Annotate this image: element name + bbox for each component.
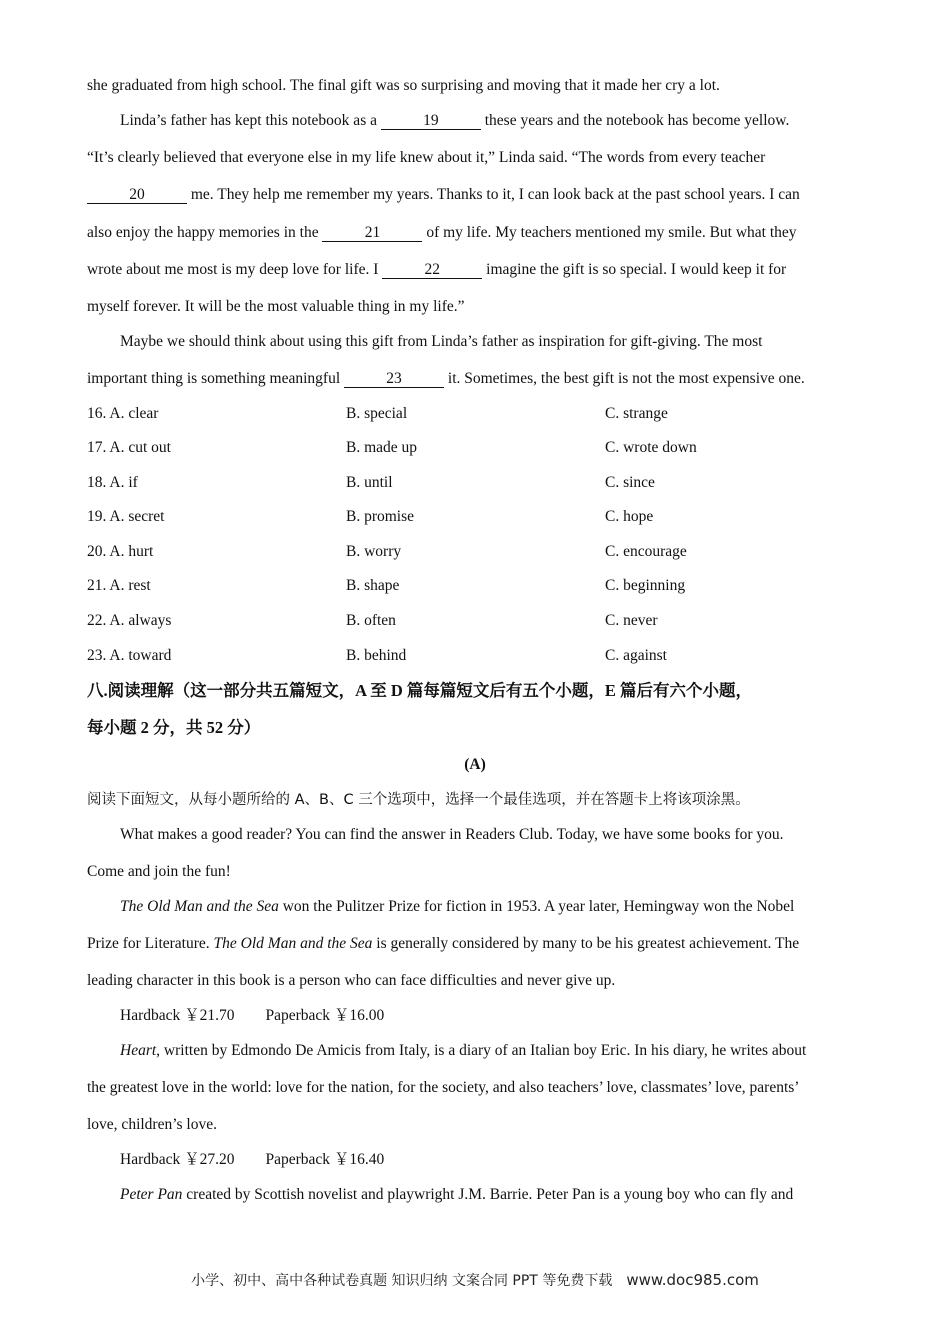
option-row [87,507,863,527]
option-b: B. promise [346,508,415,525]
option-c: C. against [605,647,667,664]
option-b: B. often [346,612,396,629]
option-row [87,542,863,562]
instruction-text: 阅读下面短文，从每小题所给的 A、B、C 三个选项中，选择一个最佳选项，并在答题卡上将该项涂黑。 [87,792,750,808]
blank-19: 19 [381,112,481,130]
section-heading-cont: 每小题 2 分，共 52 分） [87,718,261,737]
text-line: she graduated from high school. The final gift was so surprising and moving that it made her cry a lot. [87,77,720,94]
text-line: wrote about me most is my deep love for life. I 22 imagine the gift is so special. I would keep it for [87,261,787,278]
option-b: B. special [346,405,408,422]
book-title: The Old Man and the Sea [213,935,373,952]
text-line: Heart, written by Edmondo De Amicis from Italy, is a diary of an Italian boy Eric. In his diary, he writes about [120,1042,807,1059]
option-b: B. until [346,474,393,491]
option-b: B. behind [346,647,407,664]
book-title: Heart [120,1042,157,1059]
text-line: What makes a good reader? You can find the answer in Readers Club. Today, we have some books for you. [120,826,784,843]
option-a: 21. A. rest [87,577,151,594]
text-line: the greatest love in the world: love for the nation, for the society, and also teachers’ love, classmates’ love, parents’ [87,1079,800,1096]
option-c: C. beginning [605,577,686,594]
option-a: 20. A. hurt [87,543,154,560]
option-b: B. worry [346,543,402,560]
text-line: The Old Man and the Sea won the Pulitzer Prize for fiction in 1953. A year later, Hemingway won the Nobel [120,898,795,915]
text-line: Peter Pan created by Scottish novelist and playwright J.M. Barrie. Peter Pan is a young boy who can fly and [120,1186,794,1203]
footer-text: 小学、初中、高中各种试卷真题 知识归纳 文案合同 PPT 等免费下载 [191,1273,613,1289]
text-line: myself forever. It will be the most valuable thing in my life.” [87,298,465,315]
option-a: 17. A. cut out [87,439,171,456]
option-b: B. shape [346,577,400,594]
part-label: (A) [464,756,486,773]
option-a: 18. A. if [87,474,138,491]
text-line: love, children’s love. [87,1116,217,1133]
option-c: C. encourage [605,543,687,560]
text-line: important thing is something meaningful 23 it. Sometimes, the best gift is not the most expensive one. [87,370,805,387]
page-footer [0,1270,950,1290]
option-b: B. made up [346,439,418,456]
blank-21: 21 [322,224,422,242]
footer-link[interactable]: www.doc985.com [626,1271,759,1289]
text-line: 20 me. They help me remember my years. Thanks to it, I can look back at the past school years. I can [87,185,800,205]
option-row [87,473,863,493]
text-line: Come and join the fun! [87,863,231,880]
price-line: Hardback ￥21.70 Paperback ￥16.00 [120,1007,385,1024]
blank-20: 20 [87,186,187,204]
option-c: C. never [605,612,658,629]
text-line: Maybe we should think about using this gift from Linda’s father as inspiration for gift-giving. The most [120,333,763,350]
option-a: 22. A. always [87,612,172,629]
option-row [87,404,863,424]
blank-22: 22 [382,261,482,279]
blank-23: 23 [344,370,444,388]
option-c: C. hope [605,508,654,525]
book-title: The Old Man and the Sea [120,898,279,915]
text-line: “It’s clearly believed that everyone else in my life knew about it,” Linda said. “The words from every teacher [87,149,766,166]
option-c: C. since [605,474,655,491]
section-heading: 八.阅读理解（这一部分共五篇短文，A 至 D 篇每篇短文后有五个小题，E 篇后有六个小题， [87,681,753,700]
price-line: Hardback ￥27.20 Paperback ￥16.40 [120,1151,385,1168]
option-row [87,646,863,666]
option-a: 16. A. clear [87,405,159,422]
option-c: C. wrote down [605,439,697,456]
text-line: Prize for Literature. The Old Man and the Sea is generally considered by many to be his greatest achievement. The [87,935,800,952]
book-title: Peter Pan [120,1186,183,1203]
text-line: leading character in this book is a person who can face difficulties and never give up. [87,972,616,989]
text-line: also enjoy the happy memories in the 21 of my life. My teachers mentioned my smile. But what they [87,224,797,241]
option-row [87,611,863,631]
option-c: C. strange [605,405,668,422]
option-a: 23. A. toward [87,647,172,664]
option-a: 19. A. secret [87,508,165,525]
option-row [87,576,863,596]
option-row [87,438,863,458]
text-line: Linda’s father has kept this notebook as a 19 these years and the notebook has become yellow. [120,112,790,129]
